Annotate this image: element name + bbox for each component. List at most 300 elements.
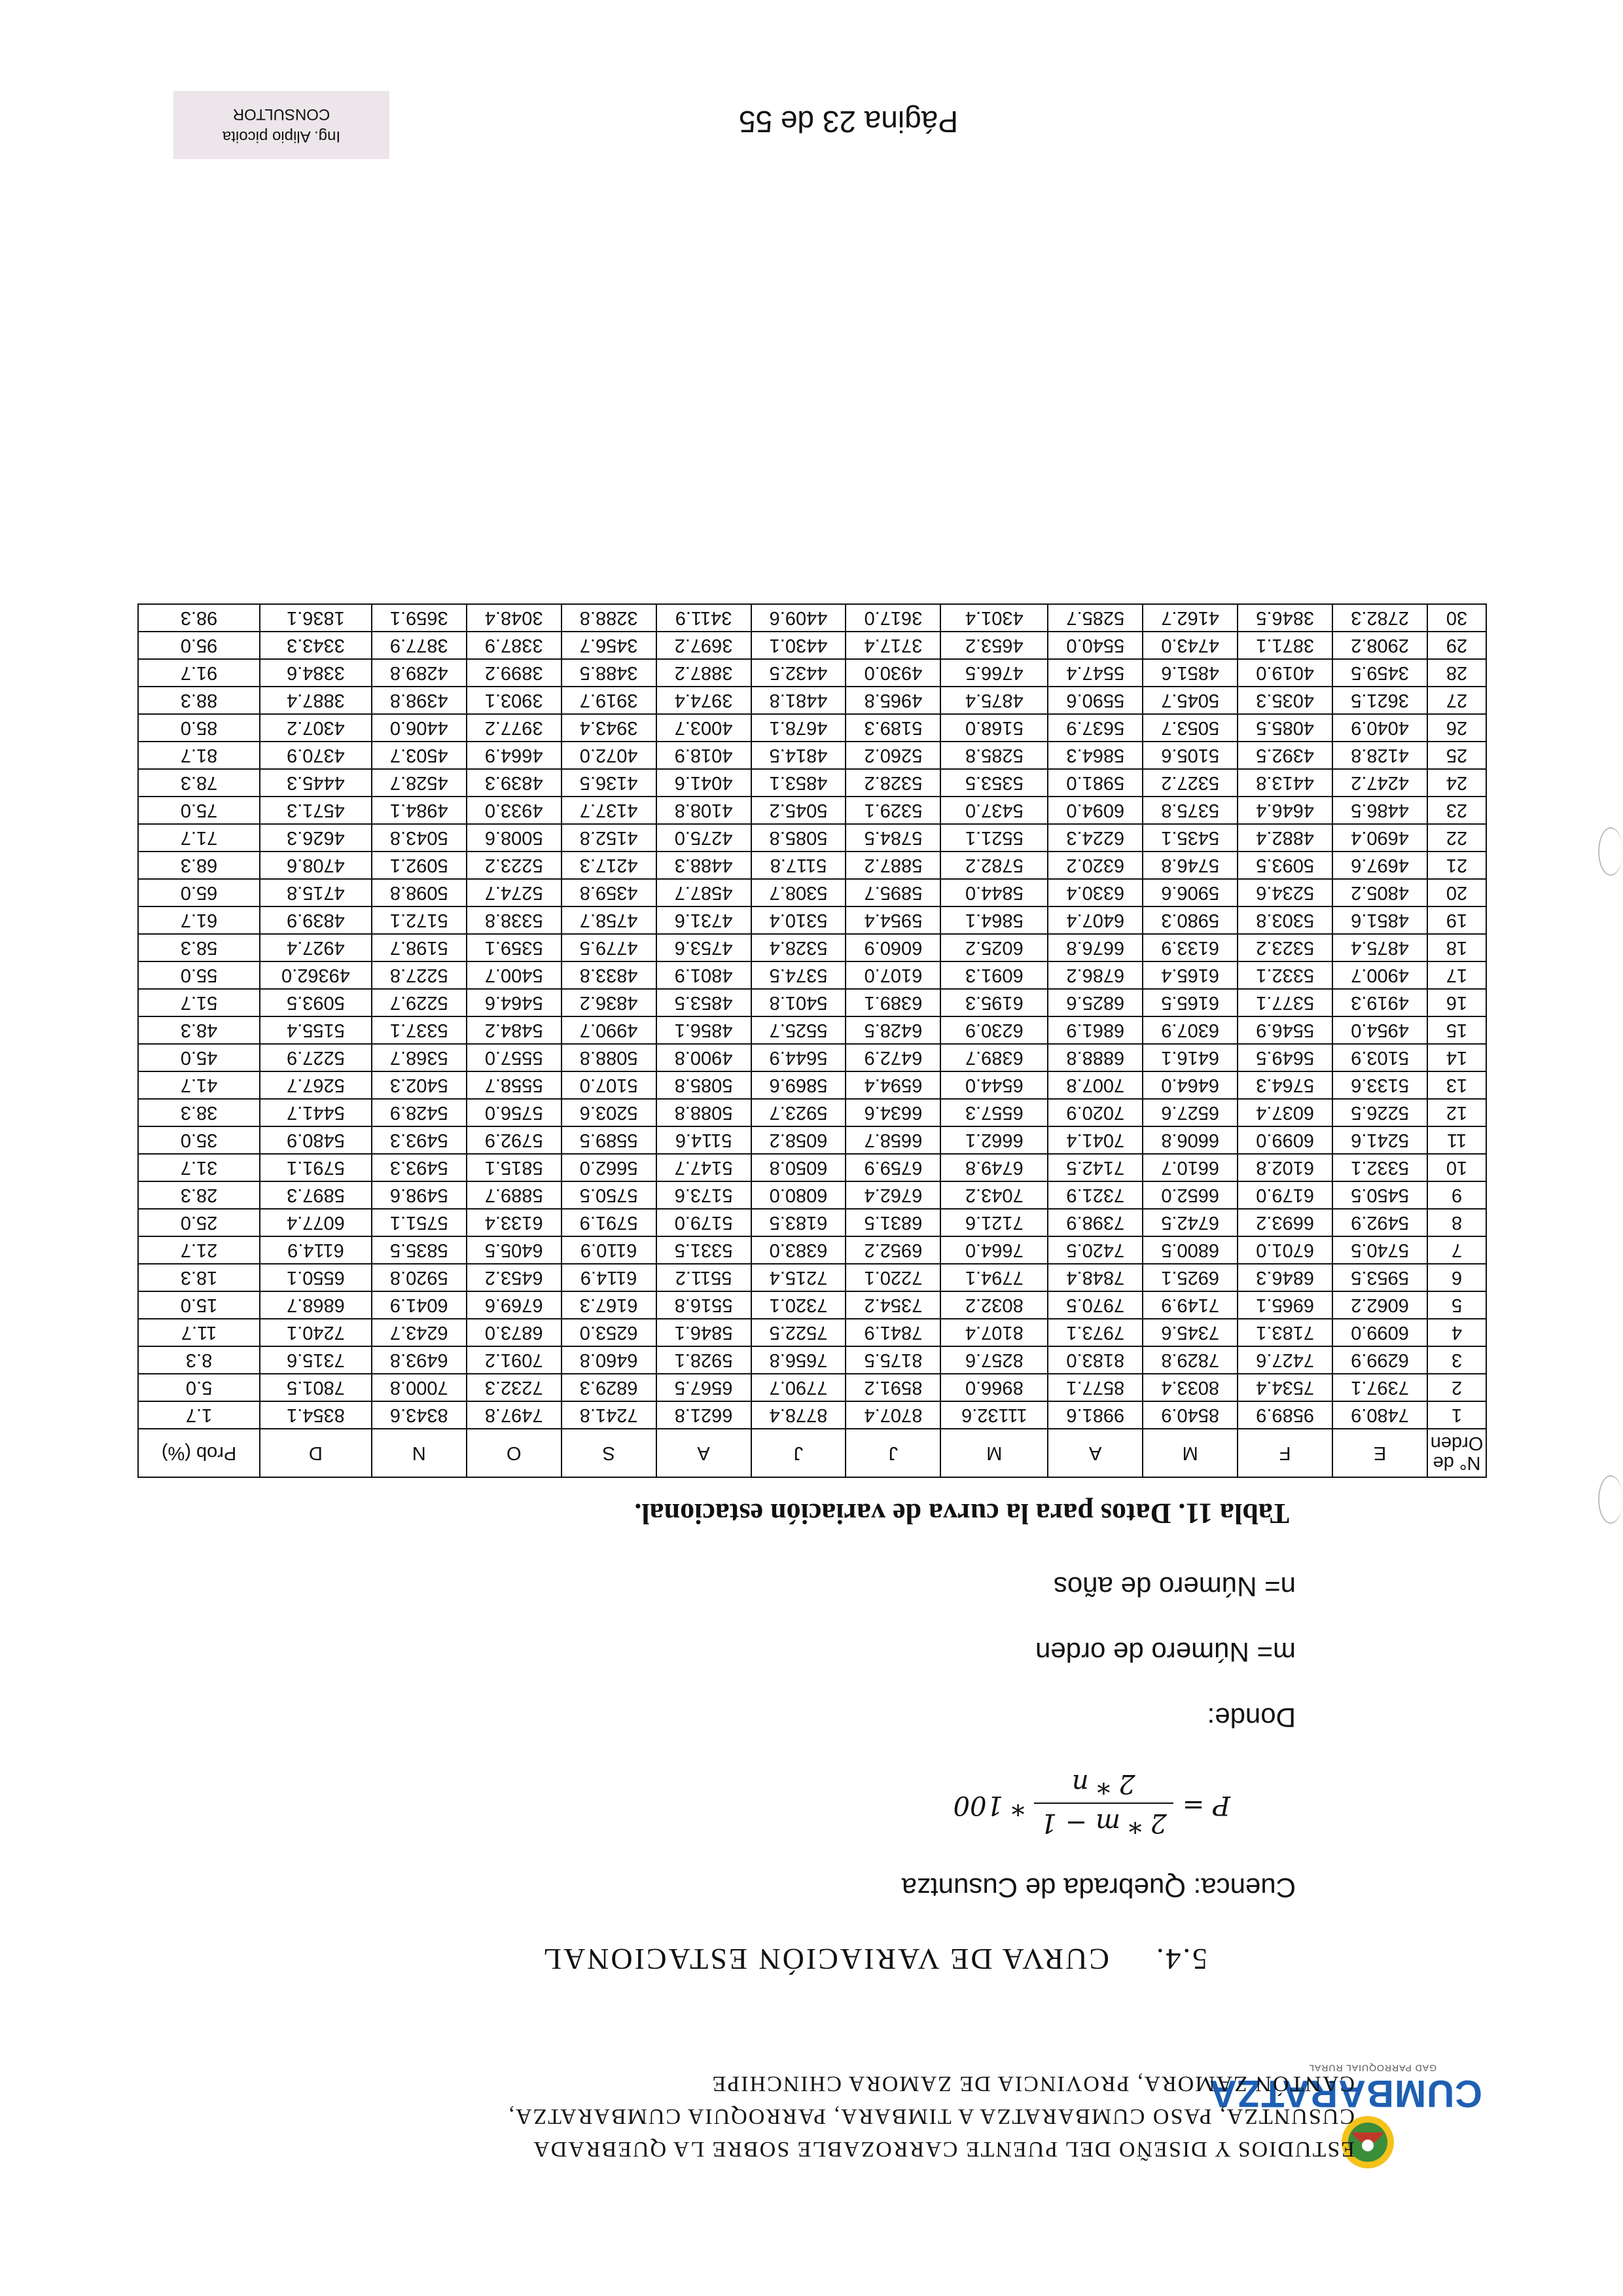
table-cell: 8577.1 (1048, 1374, 1143, 1401)
table-cell: 1836.1 (260, 604, 372, 632)
table-cell: 4445.3 (260, 769, 372, 797)
table-cell: 4984.1 (372, 797, 467, 824)
table-cell: 5168.0 (940, 714, 1048, 742)
table-cell: 5558.7 (467, 1071, 562, 1099)
table-cell: 6634.6 (846, 1099, 940, 1126)
table-cell: 78.3 (138, 769, 260, 797)
table-cell: 8707.4 (846, 1401, 940, 1429)
table-cell: 6759.9 (846, 1154, 940, 1181)
table-cell: 7480.9 (1332, 1401, 1427, 1429)
table-cell: 5493.3 (372, 1154, 467, 1181)
table-cell: 5267.7 (260, 1071, 372, 1099)
table-cell: 5400.7 (467, 961, 562, 989)
table-cell: 4040.9 (1332, 714, 1427, 742)
table-cell: 98.3 (138, 604, 260, 632)
column-header: A (1048, 1429, 1143, 1477)
table-cell: 4072.0 (562, 742, 656, 769)
table-cell: 4398.8 (372, 687, 467, 714)
table-cell: 5540.0 (1048, 632, 1143, 659)
formula-lhs: P = (1182, 1790, 1230, 1820)
table-cell: 5493.3 (372, 1126, 467, 1154)
table-cell: 19 (1427, 906, 1486, 934)
table-cell: 4851.6 (1143, 659, 1238, 687)
table-cell: 5649.5 (1238, 1044, 1332, 1071)
table-cell: 5864.3 (1048, 742, 1143, 769)
table-cell: 4839.3 (467, 769, 562, 797)
column-header: N° de Orden (1427, 1429, 1486, 1477)
table-cell: 4927.4 (260, 934, 372, 961)
table-cell: 5.0 (138, 1374, 260, 1401)
table-cell: 6846.3 (1238, 1264, 1332, 1291)
table-cell: 6606.8 (1143, 1126, 1238, 1154)
column-header: Prob (%) (138, 1429, 260, 1477)
formula-denominator: 2 * n (1071, 1768, 1135, 1799)
table-row (138, 1071, 1486, 1099)
table-cell: 6389.1 (846, 989, 940, 1016)
table-cell: 6658.7 (846, 1126, 940, 1154)
table-cell: 4851.6 (1332, 906, 1427, 934)
table-cell: 21 (1427, 852, 1486, 879)
table-cell: 5498.6 (372, 1181, 467, 1209)
table-cell: 61.7 (138, 906, 260, 934)
table-cell: 6099.0 (1332, 1319, 1427, 1346)
table-cell: 6183.5 (751, 1209, 846, 1236)
table-cell: 6224.3 (1048, 824, 1143, 852)
table-cell: 8257.6 (940, 1346, 1048, 1374)
table-cell: 6742.5 (1143, 1209, 1238, 1236)
table-cell: 5980.3 (1143, 906, 1238, 934)
table-cell: 7848.4 (1048, 1264, 1143, 1291)
definition-n: n= Número de años (1053, 1571, 1296, 1602)
table-cell: 81.7 (138, 742, 260, 769)
table-cell: 7534.4 (1238, 1374, 1332, 1401)
table-cell: 6594.4 (846, 1071, 940, 1099)
table-cell: 5869.6 (751, 1071, 846, 1099)
table-cell: 13 (1427, 1071, 1486, 1099)
table-cell: 4900.7 (1332, 961, 1427, 989)
table-cell: 4708.6 (260, 852, 372, 879)
table-cell: 3411.9 (656, 604, 751, 632)
table-cell: 5 (1427, 1291, 1486, 1319)
table-cell: 8 (1427, 1209, 1486, 1236)
table-cell: 85.0 (138, 714, 260, 742)
table-cell: 10 (1427, 1154, 1486, 1181)
table-cell: 8966.0 (940, 1374, 1048, 1401)
table-cell: 5310.4 (751, 906, 846, 934)
table-cell: 5223.2 (467, 852, 562, 879)
table-cell: 6114.9 (260, 1236, 372, 1264)
table-cell: 5589.5 (562, 1126, 656, 1154)
table-cell: 5815.1 (467, 1154, 562, 1181)
table-cell: 5511.2 (656, 1264, 751, 1291)
table-cell: 7973.1 (1048, 1319, 1143, 1346)
table-cell: 5092.1 (372, 852, 467, 879)
table-cell: 5327.2 (1143, 769, 1238, 797)
table-cell: 11132.6 (940, 1401, 1048, 1429)
table-cell: 3343.3 (260, 632, 372, 659)
table-cell: 5260.2 (846, 742, 940, 769)
table-cell: 95.0 (138, 632, 260, 659)
table-row (138, 879, 1486, 906)
table-cell: 5923.7 (751, 1099, 846, 1126)
table-cell: 4275.0 (656, 824, 751, 852)
table-row (138, 989, 1486, 1016)
table-cell: 4664.9 (467, 742, 562, 769)
table-cell: 4882.4 (1238, 824, 1332, 852)
table-cell: 5897.3 (260, 1181, 372, 1209)
table-cell: 5088.8 (562, 1044, 656, 1071)
table-cell: 7183.1 (1238, 1319, 1332, 1346)
table-cell: 4587.7 (656, 879, 751, 906)
table-cell: 7240.1 (260, 1319, 372, 1346)
table-cell: 4743.0 (1143, 632, 1238, 659)
table-row (138, 769, 1486, 797)
table-cell: 6749.8 (940, 1154, 1048, 1181)
table-cell: 29 (1427, 632, 1486, 659)
column-header: E (1332, 1429, 1427, 1477)
table-cell: 3903.1 (467, 687, 562, 714)
table-cell: 5117.8 (751, 852, 846, 879)
table-cell: 4919.3 (1332, 989, 1427, 1016)
table-row (138, 934, 1486, 961)
table-cell: 4528.7 (372, 769, 467, 797)
table-cell: 6041.9 (372, 1291, 467, 1319)
table-cell: 6965.1 (1238, 1291, 1332, 1319)
table-cell: 5053.7 (1143, 714, 1238, 742)
table-cell: 6110.9 (562, 1236, 656, 1264)
table-cell: 4758.7 (562, 906, 656, 934)
column-header: O (467, 1429, 562, 1477)
table-cell: 20 (1427, 879, 1486, 906)
table-cell: 7220.1 (846, 1264, 940, 1291)
table-cell: 28.3 (138, 1181, 260, 1209)
table-cell: 4853.1 (751, 769, 846, 797)
table-cell: 5173.6 (656, 1181, 751, 1209)
table-cell: 4370.9 (260, 742, 372, 769)
table-cell: 6062.2 (1332, 1291, 1427, 1319)
table-cell: 3697.2 (656, 632, 751, 659)
table-cell: 6652.0 (1143, 1181, 1238, 1209)
table-row (138, 687, 1486, 714)
table-cell: 6829.3 (562, 1374, 656, 1401)
table-cell: 5782.2 (940, 852, 1048, 879)
table-cell: 1.7 (138, 1401, 260, 1429)
table-cell: 5368.7 (372, 1044, 467, 1071)
table-cell: 4486.5 (1332, 797, 1427, 824)
probability-formula (954, 1768, 1230, 1838)
table-cell: 2908.2 (1332, 632, 1427, 659)
table-cell: 4853.5 (656, 989, 751, 1016)
table-cell: 5492.9 (1332, 1209, 1427, 1236)
table-cell: 30 (1427, 604, 1486, 632)
table-cell: 6253.0 (562, 1319, 656, 1346)
table-cell: 5920.8 (372, 1264, 467, 1291)
table-cell: 5435.1 (1143, 824, 1238, 852)
table-cell: 6060.9 (846, 934, 940, 961)
table-cell: 6330.4 (1048, 879, 1143, 906)
table-cell: 5464.6 (467, 989, 562, 1016)
table-cell: 4678.1 (751, 714, 846, 742)
table-cell: 5331.5 (656, 1236, 751, 1264)
table-cell: 5547.4 (1048, 659, 1143, 687)
table-cell: 5227.8 (372, 961, 467, 989)
consultant-stamp (173, 91, 389, 159)
table-cell: 11.7 (138, 1319, 260, 1346)
table-cell: 4019.0 (1238, 659, 1332, 687)
seasonal-variation-table (137, 603, 1487, 1478)
table-cell: 3456.7 (562, 632, 656, 659)
table-cell: 5098.8 (372, 879, 467, 906)
table-cell: 6693.2 (1238, 1209, 1332, 1236)
table-cell: 6 (1427, 1264, 1486, 1291)
table-cell: 6050.8 (751, 1154, 846, 1181)
definition-m: m= Número de orden (1035, 1637, 1296, 1668)
table-cell: 7020.9 (1048, 1099, 1143, 1126)
table-cell: 7091.2 (467, 1346, 562, 1374)
table-cell: 6453.2 (467, 1264, 562, 1291)
table-cell: 7007.8 (1048, 1071, 1143, 1099)
table-cell: 41.7 (138, 1071, 260, 1099)
table-cell: 3288.8 (562, 604, 656, 632)
table-cell: 7121.6 (940, 1209, 1048, 1236)
table-cell: 2782.3 (1332, 604, 1427, 632)
table-cell: 5107.0 (562, 1071, 656, 1099)
table-cell: 6786.2 (1048, 961, 1143, 989)
table-cell: 6114.9 (562, 1264, 656, 1291)
table-cell: 75.0 (138, 797, 260, 824)
table-cell: 5525.7 (751, 1016, 846, 1044)
table-cell: 5226.5 (1332, 1099, 1427, 1126)
table-cell: 88.3 (138, 687, 260, 714)
table-cell: 6676.8 (1048, 934, 1143, 961)
table-cell: 3846.5 (1238, 604, 1332, 632)
table-cell: 5323.2 (1238, 934, 1332, 961)
table-cell: 5203.6 (562, 1099, 656, 1126)
table-cell: 6167.3 (562, 1291, 656, 1319)
table-cell: 49362.0 (260, 961, 372, 989)
table-cell: 25 (1427, 742, 1486, 769)
table-cell: 5644.9 (751, 1044, 846, 1071)
table-cell: 5234.6 (1238, 879, 1332, 906)
table-cell: 4801.9 (656, 961, 751, 989)
table-row (138, 1181, 1486, 1209)
table-cell: 5241.6 (1332, 1126, 1427, 1154)
table-cell: 5303.8 (1238, 906, 1332, 934)
table-cell: 7320.1 (751, 1291, 846, 1319)
table-cell: 4041.6 (656, 769, 751, 797)
table-cell: 4856.1 (656, 1016, 751, 1044)
table-cell: 5329.1 (846, 797, 940, 824)
table-cell: 14 (1427, 1044, 1486, 1071)
document-header (242, 2067, 1355, 2165)
table-cell: 6472.9 (846, 1044, 940, 1071)
table-cell: 5521.1 (940, 824, 1048, 852)
table-cell: 3887.4 (260, 687, 372, 714)
table-cell: 6621.8 (656, 1401, 751, 1429)
table-row (138, 1401, 1486, 1429)
table-cell: 6428.5 (846, 1016, 940, 1044)
table-cell: 6952.2 (846, 1236, 940, 1264)
table-cell: 5375.8 (1143, 797, 1238, 824)
table-cell: 4839.9 (260, 906, 372, 934)
table-cell: 6888.8 (1048, 1044, 1143, 1071)
table-cell: 8033.4 (1143, 1374, 1238, 1401)
logo-subtitle: GAD PARROQUIAL RURAL (1308, 2063, 1436, 2073)
table-cell: 7420.5 (1048, 1236, 1143, 1264)
table-cell: 4137.7 (562, 797, 656, 824)
table-cell: 5328.2 (846, 769, 940, 797)
table-cell: 5835.5 (372, 1236, 467, 1264)
header-line-3: CANTÓN ZAMORA, PROVINCIA DE ZAMORA CHINCHIPE (711, 2072, 1355, 2096)
table-row (138, 1126, 1486, 1154)
table-row (138, 1154, 1486, 1181)
column-header: N (372, 1429, 467, 1477)
table-cell: 5308.7 (751, 879, 846, 906)
table-cell: 3488.5 (562, 659, 656, 687)
table-cell: 7321.9 (1048, 1181, 1143, 1209)
table-cell: 4108.8 (656, 797, 751, 824)
table-cell: 5401.8 (751, 989, 846, 1016)
table-cell: 6320.2 (1048, 852, 1143, 879)
table-cell: 5791.1 (260, 1154, 372, 1181)
table-cell: 6800.5 (1143, 1236, 1238, 1264)
table-cell: 7315.6 (260, 1346, 372, 1374)
table-cell: 65.0 (138, 879, 260, 906)
table-cell: 6460.8 (562, 1346, 656, 1374)
table-cell: 8343.6 (372, 1401, 467, 1429)
table-cell: 4990.7 (562, 1016, 656, 1044)
table-cell: 3387.9 (467, 632, 562, 659)
table-cell: 5045.2 (751, 797, 846, 824)
table-cell: 5764.3 (1238, 1071, 1332, 1099)
table-cell: 3617.0 (846, 604, 940, 632)
table-cell: 5045.7 (1143, 687, 1238, 714)
stamp-role: CONSULTOR (232, 105, 330, 123)
punch-hole (1598, 827, 1623, 876)
table-cell: 4626.3 (260, 824, 372, 852)
table-row (138, 659, 1486, 687)
table-cell: 4307.2 (260, 714, 372, 742)
table-cell: 3459.5 (1332, 659, 1427, 687)
table-cell: 26 (1427, 714, 1486, 742)
table-cell: 4814.5 (751, 742, 846, 769)
table-cell: 7142.5 (1048, 1154, 1143, 1181)
table-cell: 4152.8 (562, 824, 656, 852)
table-cell: 15.0 (138, 1291, 260, 1319)
table-cell: 22 (1427, 824, 1486, 852)
table-cell: 27 (1427, 687, 1486, 714)
table-cell: 6058.2 (751, 1126, 846, 1154)
table-cell: 5105.6 (1143, 742, 1238, 769)
table-cell: 1 (1427, 1401, 1486, 1429)
table-cell: 6165.4 (1143, 961, 1238, 989)
table-row (138, 1346, 1486, 1374)
table-cell: 5093.5 (260, 989, 372, 1016)
table-row (138, 824, 1486, 852)
table-cell: 6527.6 (1143, 1099, 1238, 1126)
table-cell: 6610.7 (1143, 1154, 1238, 1181)
table-cell: 5792.9 (467, 1126, 562, 1154)
table-cell: 5227.9 (260, 1044, 372, 1071)
table-cell: 3899.2 (467, 659, 562, 687)
table-cell: 5332.1 (1238, 961, 1332, 989)
column-header: F (1238, 1429, 1332, 1477)
table-cell: 8354.1 (260, 1401, 372, 1429)
table-cell: 8175.5 (846, 1346, 940, 1374)
table-row (138, 604, 1486, 632)
table-cell: 7043.2 (940, 1181, 1048, 1209)
table-cell: 21.7 (138, 1236, 260, 1264)
table-cell: 3919.7 (562, 687, 656, 714)
table-cell: 5662.0 (562, 1154, 656, 1181)
table-cell: 5746.8 (1143, 852, 1238, 879)
table-cell: 4836.2 (562, 989, 656, 1016)
table-row (138, 906, 1486, 934)
table-cell: 48.3 (138, 1016, 260, 1044)
table-cell: 9981.6 (1048, 1401, 1143, 1429)
table-row (138, 797, 1486, 824)
table-cell: 4833.8 (562, 961, 656, 989)
table-row (138, 1044, 1486, 1071)
table-cell: 28 (1427, 659, 1486, 687)
table-cell: 6383.0 (751, 1236, 846, 1264)
table-cell: 8183.0 (1048, 1346, 1143, 1374)
table-cell: 4217.3 (562, 852, 656, 879)
table-cell: 7829.8 (1143, 1346, 1238, 1374)
table-cell: 5864.1 (940, 906, 1048, 934)
table-cell: 5751.1 (372, 1209, 467, 1236)
table-cell: 7 (1427, 1236, 1486, 1264)
table-cell: 4805.2 (1332, 879, 1427, 906)
table-cell: 6464.0 (1143, 1071, 1238, 1099)
column-header: M (1143, 1429, 1238, 1477)
table-cell: 7232.3 (467, 1374, 562, 1401)
table-cell: 6107.0 (846, 961, 940, 989)
table-cell: 5906.6 (1143, 879, 1238, 906)
table-cell: 4900.8 (656, 1044, 751, 1071)
table-cell: 6094.0 (1048, 797, 1143, 824)
table-cell: 6550.1 (260, 1264, 372, 1291)
table-cell: 5085.8 (751, 824, 846, 852)
table-cell: 5285.7 (1048, 604, 1143, 632)
table-cell: 2 (1427, 1374, 1486, 1401)
table-cell: 5332.1 (1332, 1154, 1427, 1181)
table-row (138, 1319, 1486, 1346)
table-cell: 5750.5 (562, 1181, 656, 1209)
table-cell: 5103.9 (1332, 1044, 1427, 1071)
table-cell: 18.3 (138, 1264, 260, 1291)
table-cell: 5353.5 (940, 769, 1048, 797)
table-cell: 9589.9 (1238, 1401, 1332, 1429)
where-label: Donde: (1207, 1702, 1296, 1733)
table-cell: 6873.0 (467, 1319, 562, 1346)
column-header: D (260, 1429, 372, 1477)
table-cell: 4930.0 (846, 659, 940, 687)
table-cell: 6493.8 (372, 1346, 467, 1374)
table-cell: 6091.3 (940, 961, 1048, 989)
table-cell: 4 (1427, 1319, 1486, 1346)
table-cell: 7041.4 (1048, 1126, 1143, 1154)
table-cell: 4954.0 (1332, 1016, 1427, 1044)
table-cell: 7522.5 (751, 1319, 846, 1346)
table-cell: 6299.9 (1332, 1346, 1427, 1374)
table-cell: 6405.5 (467, 1236, 562, 1264)
table-cell: 7970.5 (1048, 1291, 1143, 1319)
table-cell: 6133.9 (1143, 934, 1238, 961)
table-cell: 4432.5 (751, 659, 846, 687)
table-cell: 5085.8 (656, 1071, 751, 1099)
table-cell: 8540.9 (1143, 1401, 1238, 1429)
